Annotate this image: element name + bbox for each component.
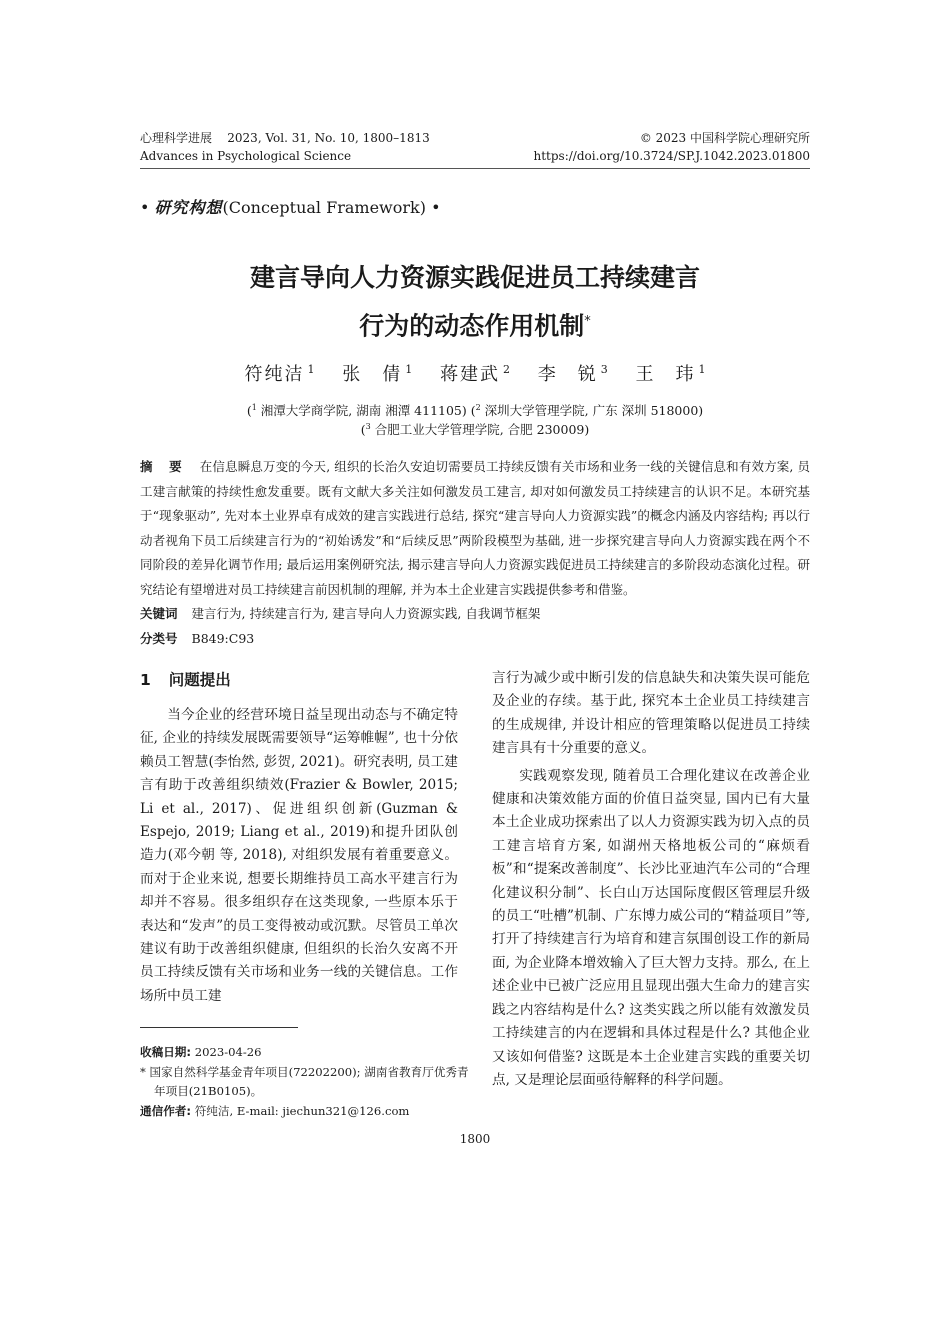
affiliation-paren: ( [246, 403, 252, 419]
funding-note [140, 1063, 470, 1102]
author-list [140, 360, 810, 386]
author-name: 李 锐 [537, 364, 598, 385]
journal-citation: 2023, Vol. 31, No. 10, 1800–1813 [227, 131, 430, 145]
abstract-paragraph [140, 455, 810, 602]
column-label [140, 195, 441, 218]
column-bullet-left: • [140, 198, 150, 217]
corresponding-text: 符纯洁, E-mail: jiechun321@126.com [191, 1103, 410, 1118]
section-heading [140, 668, 231, 690]
body-paragraph: 当今企业的经营环境日益呈现出动态与不确定特征, 企业的持续发展既需要领导“运筹帷幄”, 也十分依赖员工智慧(李怡然, 彭贺, 2021)。研究表明, 员工建言有助于改善组织绩效(Frazier & Bowler, 2015; Li et al., 2017)、促进组织创新(Guzman & Espejo, 2019; Liang et al., 2019)和提升团队创造力(邓今朝 等, 2018), 对组织发展有着重要意义。而对于企业来说, 想要长期维持员工高水平建言行为却并不容易。很多组织存在这类现象, 一些原本乐于表达和“发声”的员工变得被动或沉默。尽管员工单次建议有助于改善组织健康, 但组织的长治久安离不开员工持续反馈有关市场和业务一线的关键信息。工作场所中员工建 [140, 707, 458, 1004]
author-name: 张 倩 [342, 364, 403, 385]
classification-label: 分类号 [140, 630, 178, 646]
author-affiliation-mark: 2 [503, 363, 510, 376]
article-title [140, 256, 810, 348]
page-number: 1800 [459, 1132, 491, 1146]
funding-mark: * [140, 1064, 146, 1079]
running-header-left [140, 129, 430, 165]
body-paragraph: 言行为减少或中断引发的信息缺失和决策失误可能危及企业的存续。基于此, 探究本土企业员工持续建言的生成规律, 并设计相应的管理策略以促进员工持续建言具有十分重要的意义。 [492, 670, 810, 757]
affiliation-paren: ( [360, 422, 366, 438]
footnote-rule [140, 1027, 298, 1028]
journal-name-cn: 心理科学进展 [140, 131, 213, 145]
author [635, 364, 705, 385]
author-affiliation-mark: 1 [698, 363, 706, 376]
doi-link[interactable]: https://doi.org/10.3724/SP.J.1042.2023.01800 [533, 149, 810, 163]
section-title: 问题提出 [168, 671, 231, 689]
column-bullet-right: • [431, 198, 441, 217]
classification-code: B849:C93 [191, 630, 255, 646]
affiliation-text: 湘潭大学商学院, 湖南 湘潭 411105) ( [256, 403, 476, 419]
classification-line [140, 627, 810, 652]
affiliation-mark: 3 [365, 422, 371, 431]
body-paragraph: 实践观察发现, 随着员工合理化建议在改善企业健康和决策效能方面的价值日益突显, 国内已有大量本土企业成功探索出了以人力资源实践为切入点的员工建言培育方案, 如湖州天格地板公司的“麻烦看板”和“提案改善制度”、长沙比亚迪汽车公司的“合理化建议积分制”、长白山万达国际度假区管理层升级的员工“吐槽”机制、广东博力威公司的“精益项目”等, 打开了持续建言行为培育和建言氛围创设工作的新局面, 为企业降本增效输入了巨大智力支持。那么, 在上述企业中已被广泛应用且显现出强大生命力的建言实践之内容结构是什么? 这类实践之所以能有效激发员工持续建言的内在逻辑和具体过程是什么? 其他企业又该如何借鉴? 这既是本土企业建言实践的重要关切点, 又是理论层面亟待解释的科学问题。 [492, 767, 810, 1088]
received-date [140, 1043, 470, 1063]
author [440, 364, 510, 385]
author [538, 364, 608, 385]
title-line-1: 建言导向人力资源实践促进员工持续建言 [249, 263, 700, 292]
received-label: 收稿日期: [140, 1045, 192, 1059]
corresponding-author [140, 1102, 470, 1122]
header-rule [140, 168, 810, 169]
abstract-block [140, 455, 810, 651]
author-name: 蒋建武 [440, 364, 500, 385]
author [245, 364, 315, 385]
section-number: 1 [140, 671, 151, 689]
keywords-label: 关键词 [140, 606, 178, 621]
corresponding-label: 通信作者: [140, 1103, 192, 1118]
body-column-right [492, 667, 810, 1092]
footnotes [140, 1043, 470, 1121]
author-name: 王 玮 [635, 364, 696, 385]
title-footnote-mark: * [584, 314, 591, 329]
body-column-left [140, 704, 458, 1008]
copyright-notice: © 2023 中国科学院心理研究所 [639, 131, 810, 145]
funding-text: 国家自然科学基金青年项目(72202200); 湖南省教育厅优秀青年项目(21B0105)。 [145, 1064, 469, 1098]
author [342, 364, 412, 385]
abstract-label: 摘 要 [140, 459, 188, 474]
journal-name-en: Advances in Psychological Science [140, 149, 352, 163]
author-affiliation-mark: 1 [405, 363, 413, 376]
affiliation-text: 合肥工业大学管理学院, 合肥 230009) [370, 422, 590, 438]
abstract-text: 在信息瞬息万变的今天, 组织的长治久安迫切需要员工持续反馈有关市场和业务一线的关键信息和有效方案, 员工建言献策的持续性愈发重要。既有文献大多关注如何激发员工建言, 却对如何激发员工持续建言的认识不足。本研究基于“现象驱动”, 先对本土业界卓有成效的建言实践进行总结, 探究“建言导向人力资源实践”的概念内涵及内容结构; 再以行动者视角下员工后续建言行为的“初始诱发”和“后续反思”两阶段模型为基础, 进一步探究建言导向人力资源实践在两个不同阶段的差异化调节作用; 最后运用案例研究法, 揭示建言导向人力资源实践促进员工持续建言的多阶段动态演化过程。研究结论有望增进对员工持续建言前因机制的理解, 并为本土企业建言实践提供参考和借鉴。 [140, 459, 810, 597]
affiliation-text: 深圳大学管理学院, 广东 深圳 518000) [480, 403, 704, 419]
affiliation-line-2 [140, 417, 810, 439]
author-affiliation-mark: 1 [307, 363, 315, 376]
keywords-text: 建言行为, 持续建言行为, 建言导向人力资源实践, 自我调节框架 [191, 606, 541, 621]
column-label-cn: 研究构想 [154, 198, 223, 217]
affiliation-mark: 2 [475, 403, 481, 412]
author-affiliation-mark: 3 [600, 363, 608, 376]
running-header-right [533, 129, 810, 165]
received-value: 2023-04-26 [191, 1045, 262, 1059]
author-name: 符纯洁 [244, 364, 305, 385]
title-line-2: 行为的动态作用机制 [359, 311, 585, 341]
column-label-en: (Conceptual Framework) [222, 198, 426, 217]
keywords-line [140, 602, 810, 627]
affiliation-mark: 1 [251, 403, 257, 412]
